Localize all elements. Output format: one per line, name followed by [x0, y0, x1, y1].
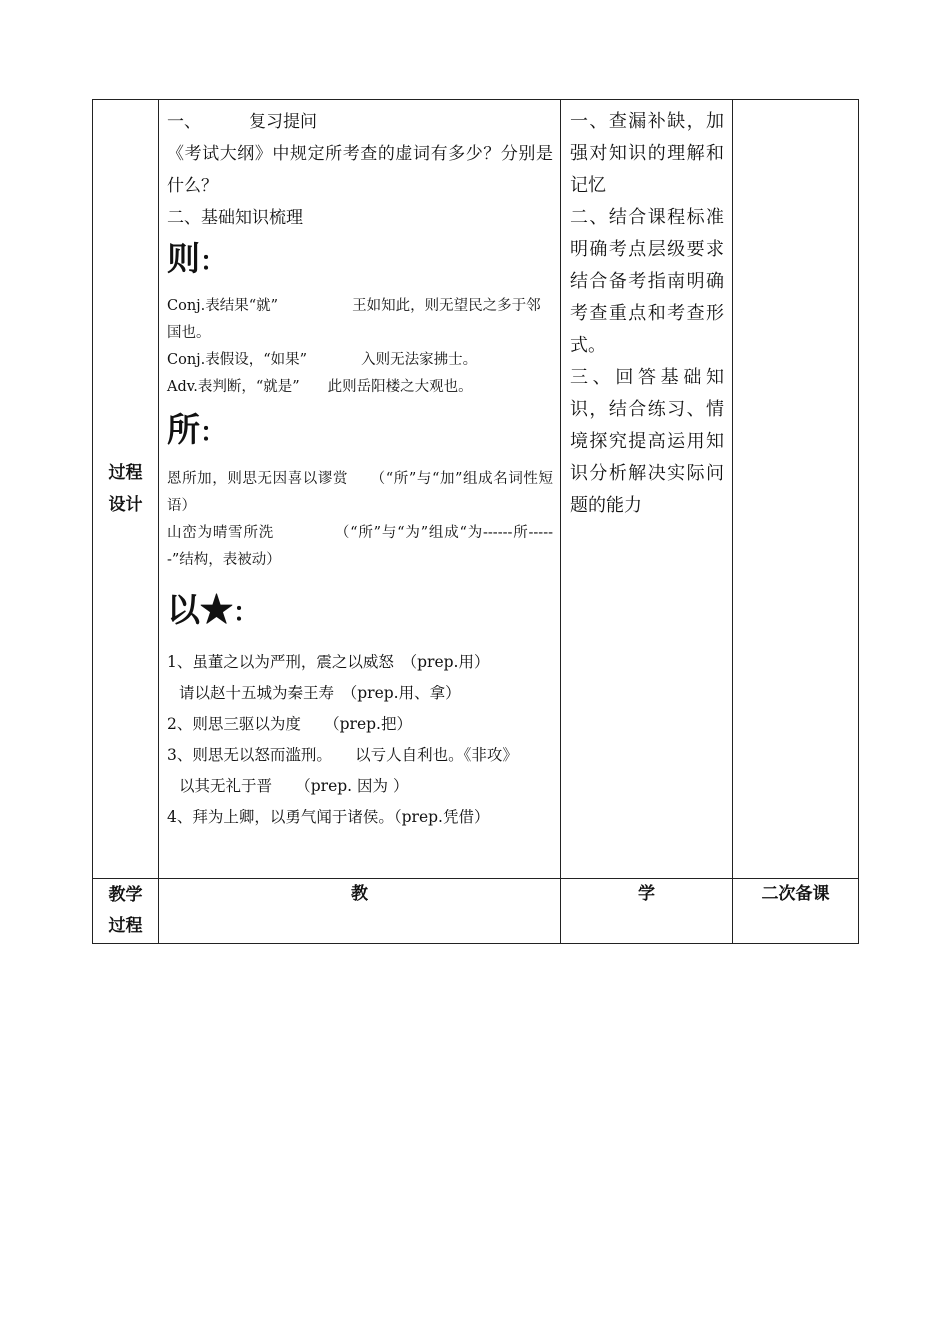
- teaching-process-row: [93, 879, 859, 944]
- yi-item: 2、则思三驱以为度 （prep.把）: [167, 715, 412, 733]
- lesson-plan-table: [92, 99, 859, 944]
- learn-header: 学: [561, 879, 733, 944]
- ze-line: Conj.表假设，“如果” 入则无法家拂士。: [167, 352, 478, 368]
- process-design-row: [93, 100, 859, 879]
- ze-line: Adv.表判断，“就是” 此则岳阳楼之大观也。: [167, 379, 473, 395]
- suo-line: 山峦为晴雪所洗 （“所”与“为”组成“为------所------”结构，表被动）: [167, 525, 553, 568]
- yi-heading: 以★：: [167, 590, 260, 629]
- second-prep-header: 二次备课: [733, 879, 859, 944]
- yi-item: 以其无礼于晋 （prep. 因为 ）: [179, 777, 409, 795]
- basics-title: 二、基础知识梳理: [167, 208, 303, 228]
- goal-item: 三、回答基础知识，结合练习、情境探究提高运用知识分析解决实际问题的能力: [570, 367, 724, 516]
- review-title: 一、 复习提问: [167, 112, 317, 132]
- goal-item: 二、结合课程标准明确考点层级要求结合备考指南明确考查重点和考查形式。: [570, 207, 724, 356]
- yi-item: 请以赵十五城为秦王寿 （prep.用、拿）: [179, 684, 461, 702]
- yi-item: 3、则思无以怒而滥刑。 以亏人自利也。《非攻》: [167, 746, 518, 764]
- ze-heading: 则：: [167, 239, 227, 278]
- process-design-label: 过程 设计: [93, 100, 159, 879]
- teaching-content-cell: [159, 100, 561, 879]
- goals-cell: [561, 100, 733, 879]
- suo-line: 恩所加，则思无因喜以谬赏 （“所”与“加”组成名词性短语）: [167, 471, 554, 514]
- suo-heading: 所：: [167, 410, 227, 449]
- second-prep-cell: [733, 100, 859, 879]
- goal-item: 一、查漏补缺，加强对知识的理解和记忆: [570, 111, 724, 196]
- review-question: 《考试大纲》中规定所考查的虚词有多少？分别是什么？: [167, 144, 553, 196]
- teaching-process-label: 教学 过程: [93, 879, 159, 944]
- ze-line: Conj.表结果“就” 王如知此，则无望民之多于邻国也。: [167, 298, 541, 341]
- yi-item: 4、拜为上卿，以勇气闻于诸侯。（prep.凭借）: [167, 808, 490, 826]
- teach-header: 教: [159, 879, 561, 944]
- yi-item: 1、虽董之以为严刑，震之以威怒 （prep.用）: [167, 653, 490, 671]
